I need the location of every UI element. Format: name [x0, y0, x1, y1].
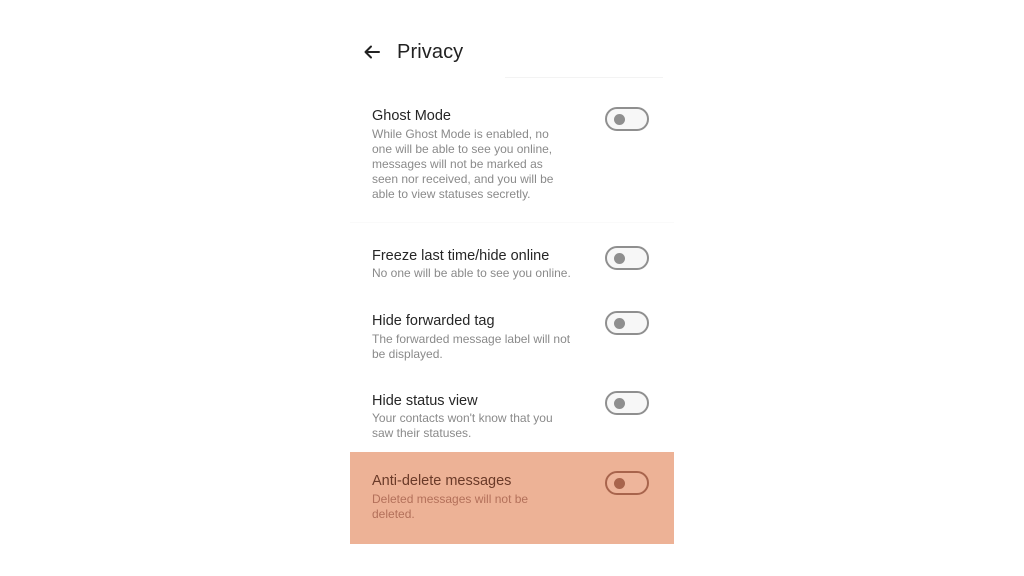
- hide-forwarded-tag-toggle[interactable]: [605, 311, 649, 335]
- privacy-screen: [350, 0, 674, 576]
- toggle-knob: [614, 398, 625, 409]
- setting-label: Ghost Mode: [372, 108, 451, 124]
- toggle-knob: [614, 318, 625, 329]
- back-button[interactable]: [362, 42, 382, 62]
- toggle-knob: [614, 253, 625, 264]
- freeze-last-seen-toggle[interactable]: [605, 246, 649, 270]
- setting-freeze-last-seen[interactable]: [350, 244, 674, 294]
- setting-label: Hide forwarded tag: [372, 313, 495, 329]
- setting-label: Freeze last time/hide online: [372, 248, 550, 264]
- setting-ghost-mode[interactable]: [350, 104, 674, 214]
- setting-description: While Ghost Mode is enabled, no one will be able to see you online, messages will not be marked as seen nor received, and you will be able to view statuses secretly.: [372, 127, 554, 201]
- page-title: Privacy: [397, 41, 464, 63]
- ghost-mode-toggle[interactable]: [605, 107, 649, 131]
- setting-description: Your contacts won't know that you saw their statuses.: [372, 411, 553, 440]
- hide-status-view-toggle[interactable]: [605, 391, 649, 415]
- setting-hide-status-view[interactable]: [350, 390, 674, 450]
- header-divider: [505, 77, 663, 78]
- setting-label: Anti-delete messages: [372, 473, 512, 489]
- setting-hide-forwarded-tag[interactable]: [350, 310, 674, 370]
- divider: [350, 222, 674, 223]
- app-bar: [350, 36, 674, 72]
- setting-description: Deleted messages will not be deleted.: [372, 492, 529, 521]
- arrow-left-icon: [362, 42, 382, 62]
- setting-anti-delete-messages[interactable]: [350, 452, 674, 544]
- anti-delete-messages-toggle[interactable]: [605, 471, 649, 495]
- setting-label: Hide status view: [372, 393, 478, 409]
- setting-description: The forwarded message label will not be displayed.: [372, 332, 571, 361]
- toggle-knob: [614, 478, 625, 489]
- setting-description: No one will be able to see you online.: [372, 266, 571, 280]
- toggle-knob: [614, 114, 625, 125]
